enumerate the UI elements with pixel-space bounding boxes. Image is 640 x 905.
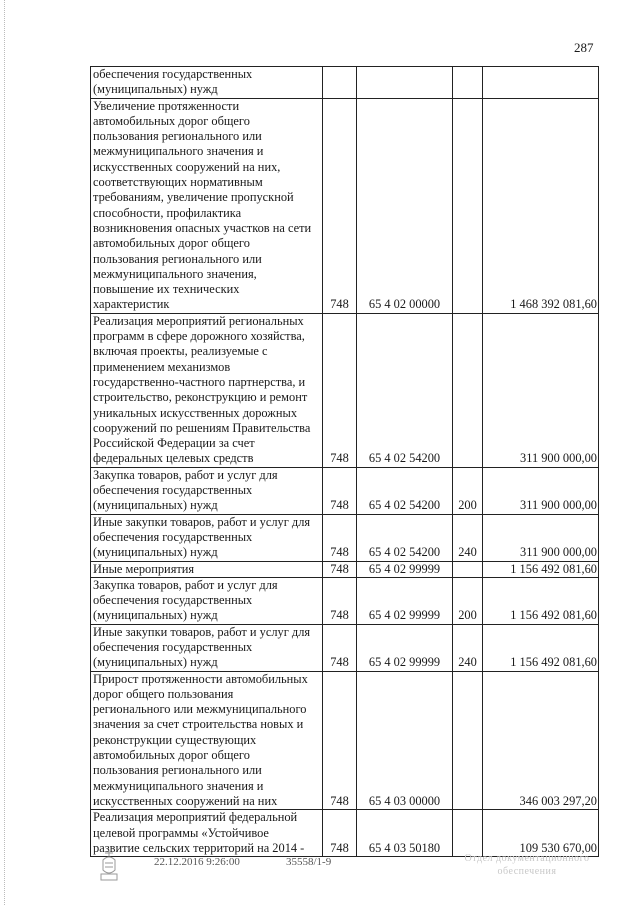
cell-name: Реализация мероприятий региональных программ в сфере дорожного хозяйства, включая проекты, реализуемые с применением механизмов государственно-частного партнерства, и строительство, реконструкцию и ремонт уникальных искусственных дорожных сооружений по решениям Правительства Российской Федерации за счет федеральных целевых средств [91, 313, 323, 467]
cell-sum: 311 900 000,00 [483, 467, 599, 514]
cell-vr [453, 98, 483, 313]
cell-csr: 65 4 02 99999 [357, 577, 453, 624]
cell-csr: 65 4 02 00000 [357, 98, 453, 313]
cell-vr: 240 [453, 514, 483, 561]
cell-name: Увеличение протяженности автомобильных дорог общего пользования регионального или межмуниципального значения и искусственных сооружений на них, соответствующих нормативным требованиям, увеличение пропускной способности, профилактика возникновения опасных участков на сети автомобильных дорог общего пользования регионального или межмуниципального значения, повышение их технических характеристик [91, 98, 323, 313]
cell-sum: 346 003 297,20 [483, 671, 599, 810]
table-row [91, 514, 599, 561]
cell-csr: 65 4 03 50180 [357, 810, 453, 857]
table-row [91, 671, 599, 810]
cell-csr: 65 4 02 99999 [357, 624, 453, 671]
cell-name: Реализация мероприятий федеральной целевой программы «Устойчивое развитие сельских территорий на 2014 - [91, 810, 323, 857]
table-row [91, 98, 599, 313]
cell-vr: 240 [453, 624, 483, 671]
cell-csr: 65 4 02 54200 [357, 514, 453, 561]
table-row [91, 467, 599, 514]
cell-csr [357, 67, 453, 99]
cell-vr [453, 67, 483, 99]
page-number: 287 [574, 40, 594, 55]
cell-sum: 311 900 000,00 [483, 514, 599, 561]
cell-name: Прирост протяженности автомобильных дорог общего пользования регионального или межмуниципального значения за счет строительства новых и реконструкции существующих автомобильных дорог общего пользования регионального или межмуниципального значения и искусственных сооружений на них [91, 671, 323, 810]
cell-ved: 748 [323, 671, 357, 810]
table-row [91, 624, 599, 671]
cell-sum: 109 530 670,00 [483, 810, 599, 857]
cell-sum [483, 67, 599, 99]
cell-csr: 65 4 02 54200 [357, 467, 453, 514]
footer-timestamp: 22.12.2016 9:26:00 [154, 856, 240, 868]
cell-sum: 1 156 492 081,60 [483, 624, 599, 671]
cell-csr: 65 4 02 54200 [357, 313, 453, 467]
table-row [91, 313, 599, 467]
cell-ved: 748 [323, 313, 357, 467]
cell-name: обеспечения государственных (муниципальных) нужд [91, 67, 323, 99]
cell-vr: 200 [453, 577, 483, 624]
cell-name: Закупка товаров, работ и услуг для обеспечения государственных (муниципальных) нужд [91, 577, 323, 624]
footer-document-number: 35558/1-9 [286, 856, 332, 868]
cell-ved: 748 [323, 467, 357, 514]
table-row [91, 577, 599, 624]
table-row [91, 810, 599, 857]
binding-margin-line [4, 0, 5, 905]
budget-table-body [91, 67, 599, 857]
cell-ved: 748 [323, 810, 357, 857]
cell-sum: 1 156 492 081,60 [483, 561, 599, 577]
cell-sum: 1 156 492 081,60 [483, 577, 599, 624]
cell-name: Иные мероприятия [91, 561, 323, 577]
cell-vr [453, 671, 483, 810]
department-watermark: Отдел документационного обеспечения [464, 853, 590, 877]
table-row [91, 561, 599, 577]
cell-ved: 748 [323, 624, 357, 671]
table-row [91, 67, 599, 99]
cell-ved: 748 [323, 98, 357, 313]
cell-sum: 1 468 392 081,60 [483, 98, 599, 313]
cell-name: Иные закупки товаров, работ и услуг для обеспечения государственных (муниципальных) нужд [91, 624, 323, 671]
budget-table [90, 66, 599, 857]
crest-icon [98, 848, 120, 884]
cell-ved [323, 67, 357, 99]
cell-ved: 748 [323, 577, 357, 624]
cell-ved: 748 [323, 514, 357, 561]
cell-sum: 311 900 000,00 [483, 313, 599, 467]
cell-ved: 748 [323, 561, 357, 577]
cell-name: Иные закупки товаров, работ и услуг для обеспечения государственных (муниципальных) нужд [91, 514, 323, 561]
cell-csr: 65 4 03 00000 [357, 671, 453, 810]
cell-vr [453, 561, 483, 577]
cell-vr [453, 810, 483, 857]
cell-vr [453, 313, 483, 467]
cell-vr: 200 [453, 467, 483, 514]
cell-csr: 65 4 02 99999 [357, 561, 453, 577]
cell-name: Закупка товаров, работ и услуг для обеспечения государственных (муниципальных) нужд [91, 467, 323, 514]
